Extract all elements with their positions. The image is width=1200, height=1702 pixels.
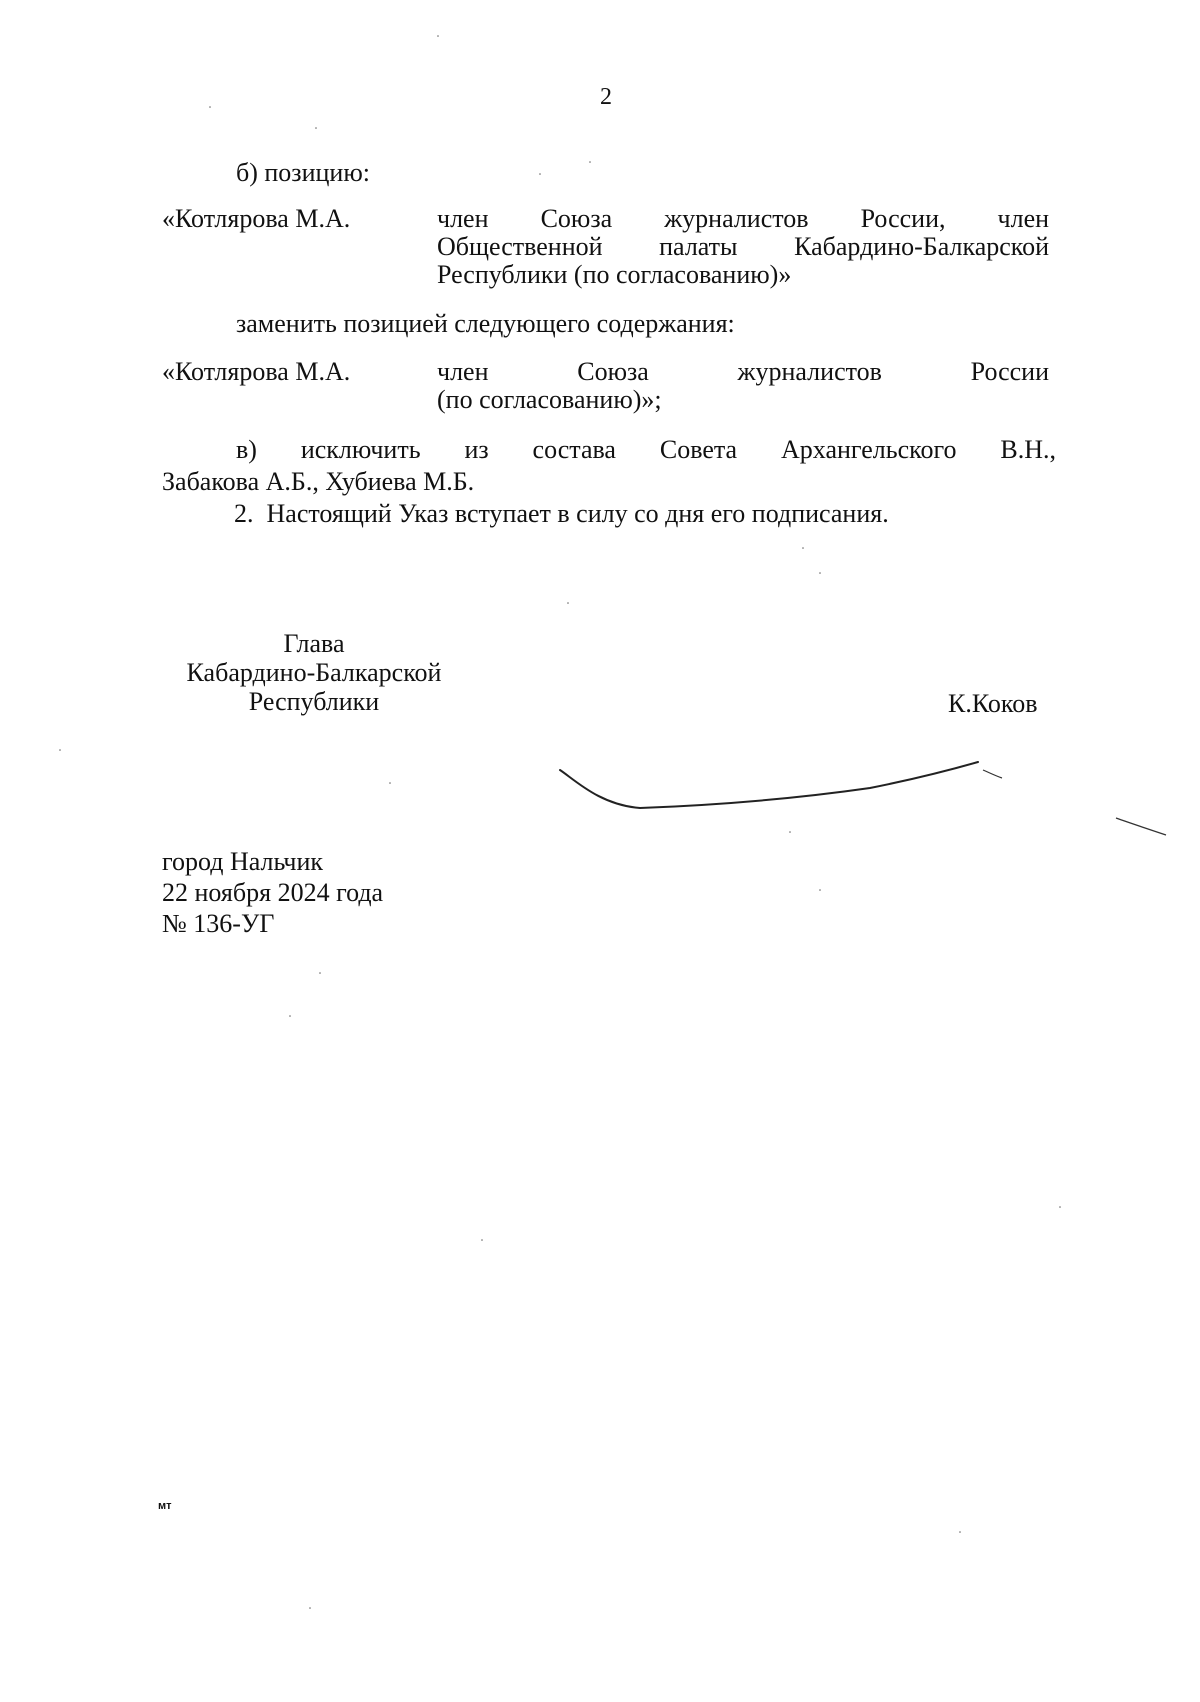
signer-name: К.Коков: [948, 689, 1038, 718]
word: состава: [532, 435, 616, 464]
word: в) исключить: [236, 435, 421, 464]
word: Союза: [577, 357, 649, 386]
old-position-line-3: Республики (по согласованию)»: [437, 260, 792, 289]
word: Совета: [659, 435, 738, 464]
section-c-line-1: [236, 435, 1056, 465]
old-position-line-2: [437, 232, 1049, 262]
signoff-title-line: Кабардино-Балкарской: [186, 658, 442, 687]
replace-with-text: заменить позицией следующего содержания:: [236, 309, 735, 338]
word: из: [464, 435, 489, 464]
signoff-title-line: Глава: [283, 629, 345, 658]
new-position-line-1: [437, 357, 1049, 387]
word: Союза: [540, 204, 613, 233]
word: Общественной: [437, 232, 603, 261]
new-position-line-2: (по согласованию)»;: [437, 385, 662, 414]
page-number: 2: [600, 84, 612, 110]
section-c-line-2: Забакова А.Б., Хубиева М.Б.: [162, 467, 475, 496]
decree-date: 22 ноября 2024 года: [162, 878, 384, 907]
word: член: [437, 357, 489, 386]
word: Архангельского: [781, 435, 957, 464]
old-position-line-1: [437, 204, 1049, 234]
word: Кабардино-Балкарской: [794, 232, 1050, 261]
word: России: [970, 357, 1049, 386]
clause-2-text: Настоящий Указ вступает в силу со дня его подписания.: [266, 499, 889, 528]
typist-initials: мт: [158, 1500, 172, 1512]
signoff-title-line: Республики: [248, 687, 380, 716]
word: член: [997, 204, 1050, 233]
old-position-name: «Котлярова М.А.: [162, 204, 351, 233]
word: журналистов: [737, 357, 882, 386]
clause-2: [234, 499, 889, 529]
word: В.Н.,: [1000, 435, 1056, 464]
word: член: [437, 204, 489, 233]
word: России,: [860, 204, 946, 233]
decree-footer: [162, 846, 383, 939]
decree-city: город Нальчик: [162, 847, 324, 876]
word: журналистов: [664, 204, 809, 233]
word: палаты: [659, 232, 738, 261]
new-position-name: «Котлярова М.А.: [162, 357, 351, 386]
signoff-title: [164, 629, 464, 716]
section-b-intro: б) позицию:: [236, 158, 370, 187]
clause-2-number: 2.: [234, 499, 254, 528]
decree-number: № 136-УГ: [162, 909, 275, 938]
